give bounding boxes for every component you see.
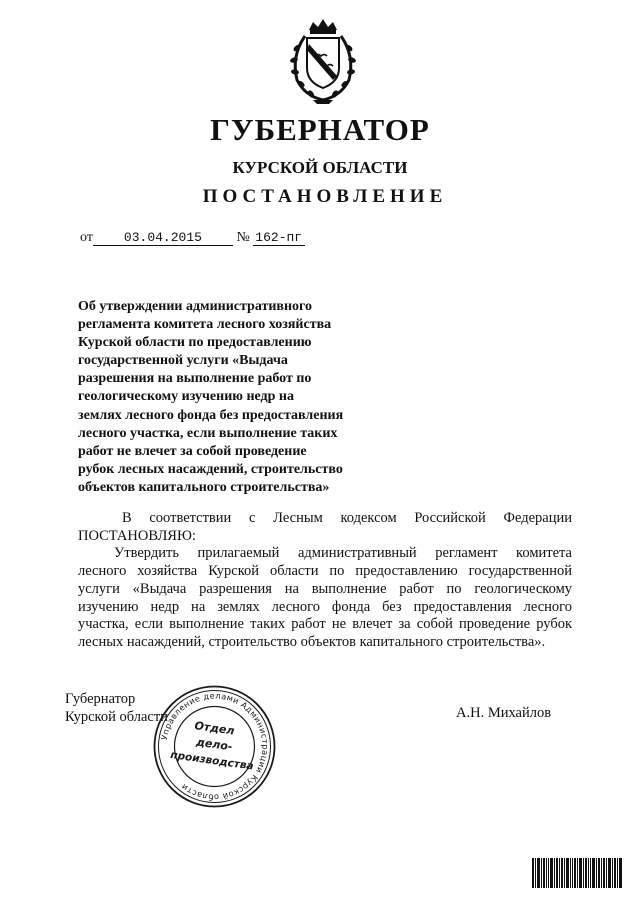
subject-line: Курской области по предоставлению <box>78 335 312 351</box>
subject-line: рубок лесных насаждений, строительство <box>78 461 343 477</box>
subject-line: регламента комитета лесного хозяйства <box>78 317 332 333</box>
subject-line: Об утверждении административного <box>78 299 313 314</box>
signatory-name: А.Н. Михайлов <box>456 705 552 721</box>
office-stamp <box>152 684 277 809</box>
subject-line: землях лесного фонда без предоставления <box>78 407 344 423</box>
body-line: изучению недр на землях лесного фонда без предоставления лесного <box>78 598 572 615</box>
stamp-ring-text: Управление делами Администрации Курской области <box>158 690 271 803</box>
signatory-position-line: Губернатор <box>65 691 136 707</box>
stamp-center-line: производства <box>169 749 255 773</box>
body-line: ПОСТАНОВЛЯЮ: <box>78 527 196 544</box>
document-subject <box>78 298 398 497</box>
stamp-center-line: дело- <box>195 735 234 754</box>
document-date: 03.04.2015 <box>93 230 233 246</box>
subject-line: лесного участка, если выполнение таких <box>78 425 338 441</box>
document-body <box>78 510 572 652</box>
stamp-center-line: Отдел <box>193 719 236 738</box>
number-prefix: № <box>236 230 250 245</box>
signatory-position-line: Курской области <box>65 709 168 725</box>
body-line: участка, если выполнение таких работ не влечет за собой проведение рубок <box>78 616 572 633</box>
body-line: услуги «Выдача разрешения на выполнение работ по геологическому <box>78 580 572 597</box>
date-prefix: от <box>80 230 93 245</box>
issuer-region: КУРСКОЙ ОБЛАСТИ <box>232 158 408 177</box>
body-line: лесного хозяйства Курской области по предоставлению государственной <box>78 563 572 580</box>
subject-line: государственной услуги «Выдача <box>78 353 288 369</box>
coat-of-arms-emblem <box>283 16 363 106</box>
document-barcode <box>532 858 622 888</box>
subject-line: разрешения на выполнение работ по <box>78 371 312 387</box>
body-line: лесных насаждений, строительство объектов капитального строительства». <box>78 633 546 650</box>
document-type: ПОСТАНОВЛЕНИЕ <box>202 186 448 207</box>
subject-line: объектов капитального строительства» <box>78 479 330 495</box>
issuer-title: ГУБЕРНАТОР <box>210 112 430 147</box>
body-line: В соответствии с Лесным кодексом Российской Федерации <box>122 510 572 526</box>
date-number-line <box>80 230 305 246</box>
document-number: 162-пг <box>253 230 305 246</box>
body-line: Утвердить прилагаемый административный регламент комитета <box>114 545 572 562</box>
subject-line: геологическому изучению недр на <box>78 389 294 405</box>
subject-line: работ не влечет за собой проведение <box>78 443 307 459</box>
